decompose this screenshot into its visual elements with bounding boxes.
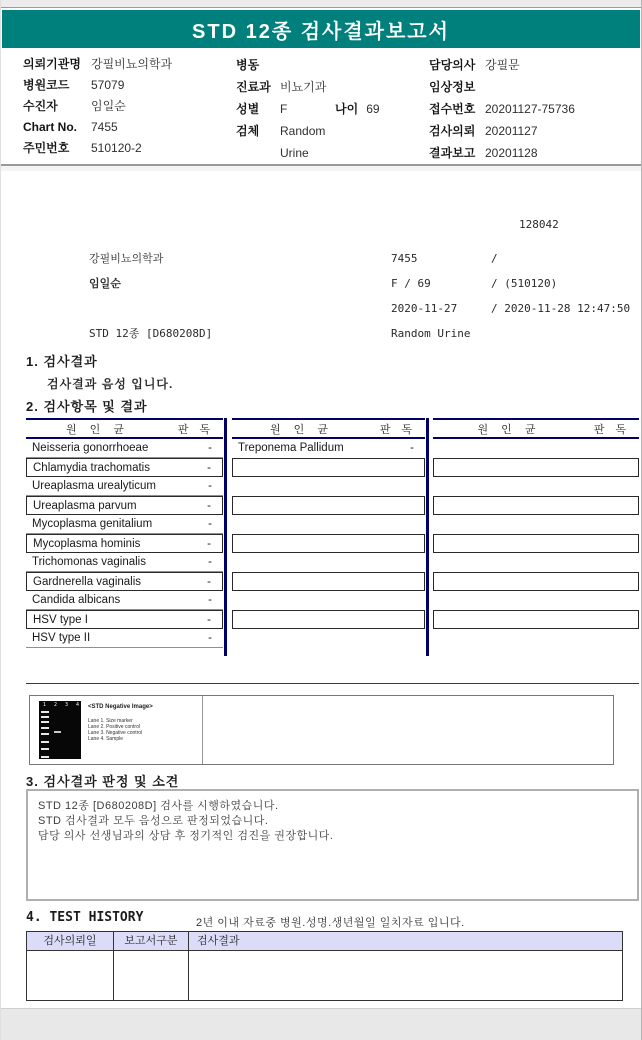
pathogen-row	[232, 439, 425, 458]
column-divider-1	[224, 418, 227, 656]
pathogen-name: Ureaplasma parvum	[33, 500, 137, 512]
pathogen-column-3	[433, 439, 639, 648]
overall-result-text: 검사결과 음성 입니다.	[47, 377, 174, 391]
gel-legend	[88, 718, 142, 742]
header-pathogen: 원 인 균	[270, 423, 333, 436]
pathogen-row	[232, 477, 425, 496]
pathogen-name	[433, 518, 439, 530]
summary-row	[1, 246, 642, 271]
report-title-banner	[2, 10, 640, 48]
gel-band	[41, 733, 49, 735]
info-value: 20201127	[485, 124, 538, 138]
pathogen-name: Neisseria gonorrhoeae	[32, 442, 149, 454]
pathogen-row	[232, 534, 425, 553]
info-field	[236, 76, 426, 98]
pathogen-row	[232, 553, 425, 572]
pathogen-row	[26, 553, 223, 572]
pathogen-name	[232, 518, 238, 530]
pathogen-name	[233, 500, 239, 512]
test-history-header	[27, 932, 622, 951]
section4-title: 4. TEST HISTORY	[26, 910, 144, 925]
pathogen-name	[433, 594, 439, 606]
summary-mid: F / 69	[391, 277, 431, 290]
info-label: 수진자	[23, 99, 58, 113]
info-label: 검체	[236, 124, 260, 138]
summary-mid: Random Urine	[391, 327, 471, 340]
info-label: 접수번호	[429, 102, 476, 116]
summary-left: STD 12종 [D680208D]	[89, 327, 213, 340]
comment-box	[26, 789, 639, 901]
info-label: 결과보고	[429, 146, 476, 160]
pathogen-name	[233, 614, 239, 626]
test-history-table	[26, 931, 623, 1001]
pathogen-row	[26, 515, 223, 534]
section1-title: 1. 검사결과	[26, 354, 98, 369]
pathogen-row	[433, 629, 639, 648]
info-field	[429, 120, 629, 142]
info-value-2: 69	[366, 102, 380, 116]
info-field	[236, 120, 426, 160]
gel-panel-divider	[202, 696, 203, 764]
info-value: 임일순	[91, 99, 126, 113]
summary-row	[1, 271, 642, 296]
comment-line: STD 검사결과 모두 음성으로 판정되었습니다.	[38, 815, 269, 827]
bottom-strip	[1, 1008, 641, 1040]
pathogen-name	[232, 594, 238, 606]
pathogen-name: Mycoplasma hominis	[33, 538, 141, 550]
pathogen-row	[433, 534, 639, 553]
history-cell-empty	[189, 951, 622, 1000]
pathogen-name: Treponema Pallidum	[238, 442, 344, 454]
pathogen-name	[434, 538, 440, 550]
summary-left: 임일순	[89, 277, 121, 290]
pathogen-result: -	[208, 518, 212, 530]
gel-legend-line: Lane 4. Sample	[88, 736, 124, 742]
pathogen-row	[232, 591, 425, 610]
info-value-2	[343, 76, 398, 98]
pathogen-name	[433, 632, 439, 644]
header-pathogen: 원 인 균	[66, 423, 129, 436]
test-history-note: 2년 이내 자료중 병원.성명.생년월일 일치자료 입니다.	[196, 917, 465, 929]
pathogen-result: -	[208, 632, 212, 644]
summary-mid: 2020-11-27	[391, 302, 458, 315]
pathogen-row	[433, 591, 639, 610]
pathogen-row	[232, 572, 425, 591]
info-field	[23, 96, 233, 117]
pathogen-column-1	[26, 439, 223, 648]
section2-title: 2. 검사항목 및 결과	[26, 399, 148, 414]
gel-band	[41, 741, 49, 743]
pathogen-row	[26, 591, 223, 610]
info-value: 7455	[91, 120, 118, 134]
info-label: 의뢰기관명	[23, 57, 81, 71]
summary-right: / 2020-11-28 12:47:50	[491, 302, 631, 315]
gel-sample-band	[54, 731, 61, 733]
pathogen-row	[433, 439, 639, 458]
info-label: 담당의사	[429, 58, 476, 72]
info-label-2: 나이	[335, 102, 359, 116]
info-label: 성별	[236, 102, 260, 116]
info-value: 비뇨기과	[280, 80, 327, 94]
history-cell-empty	[114, 951, 189, 1000]
pathogen-result: -	[207, 538, 211, 550]
summary-right: / (510120)	[491, 277, 558, 290]
pathogen-name	[434, 614, 440, 626]
info-value: 20201128	[485, 146, 538, 160]
pathogen-result: -	[208, 442, 212, 454]
info-field	[429, 98, 629, 120]
gel-band	[41, 721, 49, 723]
header-info-middle	[236, 54, 426, 160]
pathogen-row	[26, 534, 223, 553]
info-field	[23, 117, 233, 138]
header-info-right	[429, 54, 629, 164]
pathogen-name: Mycoplasma genitalium	[32, 518, 153, 530]
header-pathogen: 원 인 균	[477, 423, 541, 436]
pathogen-row	[26, 610, 223, 629]
pathogen-result: -	[207, 462, 211, 474]
pathogen-name	[434, 462, 440, 474]
pathogen-name: HSV type I	[33, 614, 88, 626]
info-field	[23, 75, 233, 96]
pathogen-name: Chlamydia trachomatis	[33, 462, 150, 474]
info-value: F	[280, 102, 288, 116]
gel-lane-numbers: 1 2 3 4	[43, 702, 80, 708]
pathogen-row	[433, 515, 639, 534]
pathogen-name	[233, 462, 239, 474]
pathogen-row	[433, 496, 639, 515]
pathogen-row	[433, 458, 639, 477]
info-label: 병동	[236, 58, 260, 72]
header-separator-shadow	[1, 166, 641, 171]
info-label: 임상정보	[429, 80, 476, 94]
pathogen-name: HSV type II	[32, 632, 91, 644]
gel-caption: <STD Negative Image>	[88, 704, 153, 710]
pathogen-row	[232, 610, 425, 629]
pathogen-name: Candida albicans	[32, 594, 121, 606]
pathogen-name	[233, 576, 239, 588]
pathogen-name: Trichomonas vaginalis	[32, 556, 146, 568]
header-reading: 판 독	[379, 423, 417, 436]
info-value: 20201127-75736	[485, 102, 575, 116]
summary-row	[1, 296, 642, 321]
info-label: Chart No.	[23, 120, 77, 134]
summary-row	[1, 321, 642, 346]
summary-left: 강필비뇨의학과	[89, 252, 164, 265]
pathogen-row	[433, 610, 639, 629]
pathogen-name	[434, 576, 440, 588]
pathogen-name: Gardnerella vaginalis	[33, 576, 142, 588]
info-value: 510120-2	[91, 141, 142, 155]
gel-electrophoresis-image	[39, 701, 81, 759]
pathogen-row	[26, 496, 223, 515]
info-field	[23, 54, 233, 75]
comment-line: STD 12종 [D680208D] 검사를 시행하였습니다.	[38, 800, 279, 812]
pathogen-name	[433, 480, 439, 492]
history-col-report-type: 보고서구분	[114, 932, 189, 950]
gel-band	[41, 727, 49, 729]
table-header-1	[26, 418, 223, 439]
pathogen-row	[26, 439, 223, 458]
pathogen-row	[26, 572, 223, 591]
comment-line: 담당 의사 선생님과의 상담 후 정기적인 검진을 권장합니다.	[38, 830, 334, 842]
pathogen-result: -	[208, 594, 212, 606]
table-header-3	[433, 418, 639, 439]
info-value-2	[343, 54, 398, 76]
info-label: 검사의뢰	[429, 124, 476, 138]
header-reading: 판 독	[593, 423, 631, 436]
pathogen-row	[232, 629, 425, 648]
info-value: 강필문	[485, 58, 520, 72]
info-value	[280, 54, 335, 76]
patient-summary	[1, 246, 642, 346]
gel-band	[41, 716, 49, 718]
pathogen-result: -	[207, 500, 211, 512]
pathogen-name	[232, 632, 238, 644]
gel-band	[41, 748, 49, 750]
pathogen-row	[433, 553, 639, 572]
table-header-2	[232, 418, 425, 439]
pathogen-row	[26, 458, 223, 477]
column-divider-2	[426, 418, 429, 656]
header-reading: 판 독	[177, 423, 215, 436]
info-field	[236, 54, 426, 76]
info-field	[236, 98, 426, 120]
pathogen-row	[232, 515, 425, 534]
pathogen-row	[433, 572, 639, 591]
gel-legend-line: Lane 2. Positive control	[88, 724, 140, 730]
info-label: 병원코드	[23, 78, 70, 92]
history-cell-empty	[27, 951, 114, 1000]
summary-right: /	[491, 252, 498, 265]
pathogen-result: -	[208, 556, 212, 568]
pathogen-name: Ureaplasma urealyticum	[32, 480, 156, 492]
info-field	[23, 138, 233, 159]
info-value: Random Urine	[280, 124, 326, 160]
info-label: 주민번호	[23, 141, 70, 155]
pathogen-row	[232, 458, 425, 477]
pathogen-name	[232, 556, 238, 568]
page-title: STD 12종 검사결과보고서	[192, 20, 450, 43]
document-number: 128042	[519, 218, 559, 231]
info-field	[429, 142, 629, 164]
pathogen-row	[26, 477, 223, 496]
pathogen-result: -	[410, 442, 414, 454]
info-value: 57079	[91, 78, 125, 92]
pathogen-row	[232, 496, 425, 515]
gel-legend-line: Lane 3. Negative control	[88, 730, 143, 736]
info-field	[429, 54, 629, 76]
info-value: 강필비뇨의학과	[91, 57, 173, 71]
test-history-body	[27, 951, 622, 1000]
summary-mid: 7455	[391, 252, 418, 265]
section3-title: 3. 검사결과 판정 및 소견	[26, 774, 180, 789]
pathogen-row	[433, 477, 639, 496]
pathogen-name	[433, 442, 439, 454]
gel-band	[41, 756, 49, 758]
pathogen-name	[233, 538, 239, 550]
pathogen-result: -	[207, 576, 211, 588]
history-col-request-date: 검사의뢰일	[27, 932, 114, 950]
pathogen-result-table	[26, 418, 639, 658]
pathogen-row	[26, 629, 223, 648]
pathogen-column-2	[232, 439, 425, 648]
gel-band	[41, 711, 49, 713]
info-label: 진료과	[236, 80, 271, 94]
header-info-left	[23, 54, 233, 159]
horizontal-rule	[26, 683, 639, 684]
info-value-2	[343, 120, 398, 142]
gel-image-panel	[29, 695, 614, 765]
gel-legend-line: Lane 1. Size marker	[88, 718, 133, 724]
pathogen-name	[434, 500, 440, 512]
window-top-strip	[1, 0, 641, 8]
pathogen-result: -	[208, 480, 212, 492]
pathogen-name	[433, 556, 439, 568]
history-col-result: 검사결과	[197, 935, 240, 947]
info-field	[429, 76, 629, 98]
pathogen-name	[232, 480, 238, 492]
pathogen-result: -	[207, 614, 211, 626]
